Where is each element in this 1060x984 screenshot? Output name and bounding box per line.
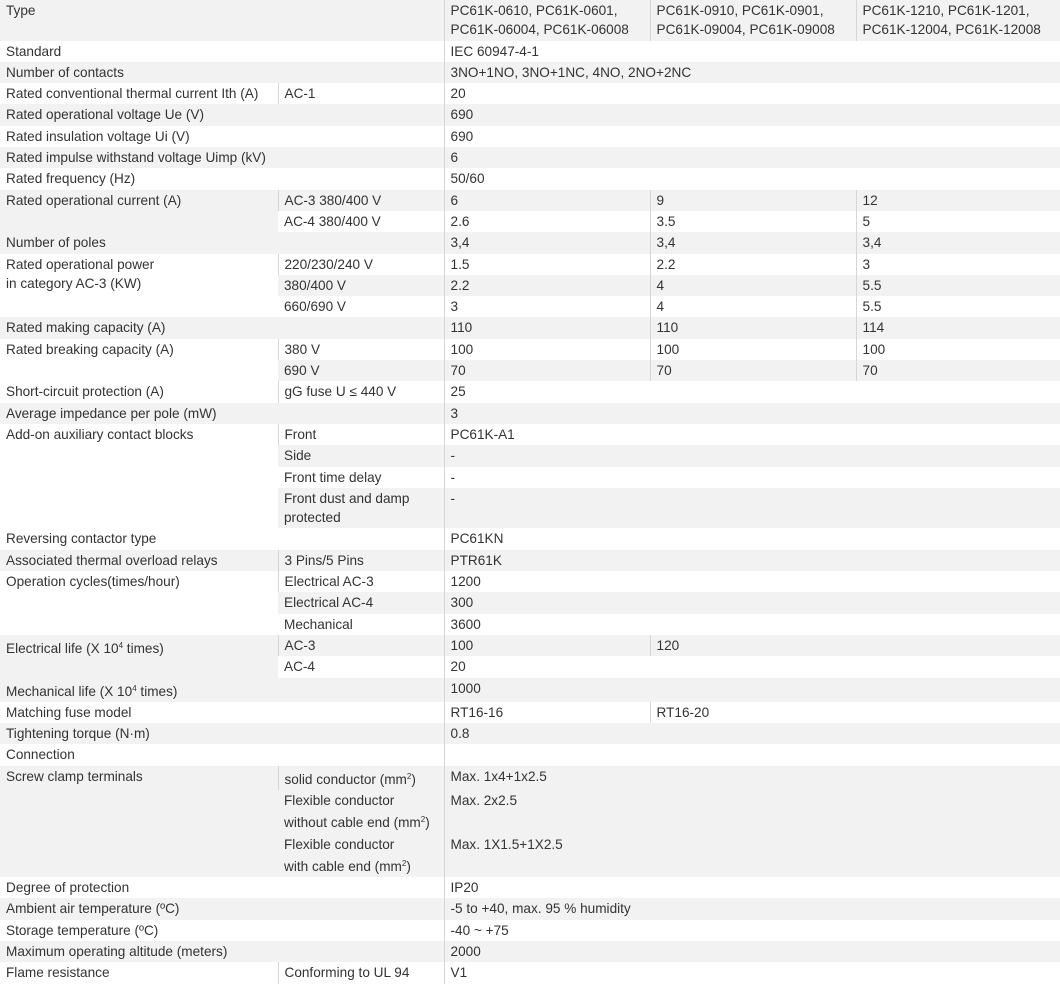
table-cell: Rated operational power in category AC-3 (KW): [0, 254, 278, 318]
table-cell: Number of contacts: [0, 62, 444, 83]
table-cell: 70: [444, 360, 650, 381]
table-cell: 3: [444, 403, 1060, 424]
table-row: [0, 678, 1060, 702]
table-cell: 110: [650, 317, 856, 338]
table-cell: 70: [650, 360, 856, 381]
table-cell: RT16-20: [650, 702, 1060, 723]
table-cell: Ambient air temperature (ºC): [0, 898, 444, 919]
table-cell: -: [444, 467, 1060, 488]
table-row: [0, 0, 1060, 41]
table-row: [0, 403, 1060, 424]
table-cell: Rated breaking capacity (A): [0, 339, 278, 382]
table-cell: 300: [444, 592, 1060, 613]
table-cell: AC-3: [278, 635, 444, 656]
table-cell: Reversing contactor type: [0, 528, 444, 549]
table-cell: 5: [856, 211, 1060, 232]
table-cell: Rated insulation voltage Ui (V): [0, 126, 444, 147]
table-cell: Conforming to UL 94: [278, 962, 444, 983]
table-cell: Number of poles: [0, 232, 444, 253]
table-cell: 3,4: [856, 232, 1060, 253]
table-row: [0, 41, 1060, 62]
table-cell: PC61KN: [444, 528, 1060, 549]
table-cell: -5 to +40, max. 95 % humidity: [444, 898, 1060, 919]
table-row: [0, 877, 1060, 898]
table-row: [0, 232, 1060, 253]
table-cell: AC-4 380/400 V: [278, 211, 444, 232]
table-cell: Flame resistance: [0, 962, 278, 983]
table-cell: Mechanical: [278, 614, 444, 635]
table-cell: Side: [278, 445, 444, 466]
table-cell: 5.5: [856, 296, 1060, 317]
table-cell: Connection: [0, 744, 444, 765]
table-cell: -: [444, 488, 1060, 529]
table-cell: Flexible conductor with cable end $(mm^2)$: [278, 834, 444, 878]
table-cell: Average impedance per pole (mW): [0, 403, 444, 424]
table-row: [0, 550, 1060, 571]
table-cell: 1000: [444, 678, 1060, 702]
table-cell: Rated impulse withstand voltage Uimp (kV): [0, 147, 444, 168]
table-cell: 12: [856, 190, 1060, 211]
table-cell: 6: [444, 147, 1060, 168]
table-cell: 3,4: [444, 232, 650, 253]
table-row: [0, 723, 1060, 744]
table-cell: 3600: [444, 614, 1060, 635]
table-cell: V1: [444, 962, 1060, 983]
table-cell: Electrical life (X $10^4$ times): [0, 635, 278, 678]
table-cell: 3,4: [650, 232, 856, 253]
table-cell: Matching fuse model: [0, 702, 444, 723]
table-cell: Rated frequency (Hz): [0, 168, 444, 189]
table-cell: Degree of protection: [0, 877, 444, 898]
table-cell: PC61K-1210, PC61K-1201, PC61K-12004, PC61K-12008: [856, 0, 1060, 41]
table-cell: AC-4: [278, 656, 444, 677]
table-cell: Storage temperature (ºC): [0, 920, 444, 941]
table-cell: Short-circuit protection (A): [0, 381, 278, 402]
table-cell: 4: [650, 296, 856, 317]
table-cell: Electrical AC-4: [278, 592, 444, 613]
table-cell: 2000: [444, 941, 1060, 962]
table-cell: 3: [856, 254, 1060, 275]
table-cell: 380/400 V: [278, 275, 444, 296]
table-cell: Max. 1x4+1x2.5: [444, 766, 1060, 790]
table-cell: PC61K-0610, PC61K-0601, PC61K-06004, PC61K-06008: [444, 0, 650, 41]
table-row: [0, 104, 1060, 125]
table-cell: Max. 1X1.5+1X2.5: [444, 834, 1060, 878]
table-cell: 100: [856, 339, 1060, 360]
table-cell: 120: [650, 635, 1060, 656]
table-cell: Front time delay: [278, 467, 444, 488]
table-cell: 100: [444, 635, 650, 656]
table-cell: 2.6: [444, 211, 650, 232]
table-row: [0, 339, 1060, 360]
table-cell: Add-on auxiliary contact blocks: [0, 424, 278, 528]
table-cell: AC-1: [278, 83, 444, 104]
table-cell: Operation cycles(times/hour): [0, 571, 278, 635]
table-cell: -40 ~ +75: [444, 920, 1060, 941]
table-cell: [444, 744, 1060, 765]
table-row: [0, 168, 1060, 189]
table-cell: -: [444, 445, 1060, 466]
table-cell: solid conductor $(mm^2)$: [278, 766, 444, 790]
table-cell: Electrical AC-3: [278, 571, 444, 592]
table-cell: Maximum operating altitude (meters): [0, 941, 444, 962]
table-row: [0, 190, 1060, 211]
table-cell: Type: [0, 0, 444, 41]
table-row: [0, 744, 1060, 765]
table-cell: 690: [444, 104, 1060, 125]
table-cell: Front dust and damp protected: [278, 488, 444, 529]
table-row: [0, 702, 1060, 723]
table-row: [0, 424, 1060, 445]
table-cell: Standard: [0, 41, 444, 62]
table-cell: 1.5: [444, 254, 650, 275]
table-cell: 9: [650, 190, 856, 211]
table-cell: IEC 60947-4-1: [444, 41, 1060, 62]
table-cell: PC61K-0910, PC61K-0901, PC61K-09004, PC61K-09008: [650, 0, 856, 41]
table-cell: Rated making capacity (A): [0, 317, 444, 338]
table-cell: 690 V: [278, 360, 444, 381]
table-cell: 660/690 V: [278, 296, 444, 317]
table-cell: 100: [444, 339, 650, 360]
table-cell: Associated thermal overload relays: [0, 550, 278, 571]
table-row: [0, 254, 1060, 275]
table-row: [0, 571, 1060, 592]
table-cell: 70: [856, 360, 1060, 381]
table-row: [0, 898, 1060, 919]
table-cell: Front: [278, 424, 444, 445]
table-cell: 690: [444, 126, 1060, 147]
table-cell: 20: [444, 83, 1060, 104]
table-cell: 0.8: [444, 723, 1060, 744]
table-cell: 4: [650, 275, 856, 296]
table-cell: 20: [444, 656, 1060, 677]
table-row: [0, 920, 1060, 941]
table-cell: 6: [444, 190, 650, 211]
table-cell: AC-3 380/400 V: [278, 190, 444, 211]
table-cell: 1200: [444, 571, 1060, 592]
table-cell: 3 Pins/5 Pins: [278, 550, 444, 571]
table-cell: Rated conventional thermal current Ith (A): [0, 83, 278, 104]
table-cell: Rated operational voltage Ue (V): [0, 104, 444, 125]
table-cell: Screw clamp terminals: [0, 766, 278, 877]
table-row: [0, 635, 1060, 656]
table-cell: 2.2: [444, 275, 650, 296]
table-cell: 50/60: [444, 168, 1060, 189]
table-row: [0, 83, 1060, 104]
table-row: [0, 126, 1060, 147]
table-cell: Max. 2x2.5: [444, 790, 1060, 834]
table-cell: Mechanical life (X $10^4$ times): [0, 678, 444, 702]
table-cell: RT16-16: [444, 702, 650, 723]
table-cell: 25: [444, 381, 1060, 402]
table-cell: 5.5: [856, 275, 1060, 296]
table-cell: Rated operational current (A): [0, 190, 278, 233]
table-row: [0, 766, 1060, 790]
table-cell: 3NO+1NO, 3NO+1NC, 4NO, 2NO+2NC: [444, 62, 1060, 83]
table-cell: 380 V: [278, 339, 444, 360]
table-row: [0, 317, 1060, 338]
table-cell: Flexible conductor without cable end $(mm^2)$: [278, 790, 444, 834]
table-row: [0, 62, 1060, 83]
table-cell: PTR61K: [444, 550, 1060, 571]
table-cell: PC61K-A1: [444, 424, 1060, 445]
table-cell: 3: [444, 296, 650, 317]
table-row: [0, 381, 1060, 402]
table-cell: IP20: [444, 877, 1060, 898]
table-cell: 2.2: [650, 254, 856, 275]
table-cell: 100: [650, 339, 856, 360]
table-row: [0, 147, 1060, 168]
table-row: [0, 528, 1060, 549]
table-cell: gG fuse U ≤ 440 V: [278, 381, 444, 402]
table-cell: Tightening torque (N·m): [0, 723, 444, 744]
table-cell: 110: [444, 317, 650, 338]
table-cell: 220/230/240 V: [278, 254, 444, 275]
table-cell: 3.5: [650, 211, 856, 232]
table-cell: 114: [856, 317, 1060, 338]
table-row: [0, 962, 1060, 983]
